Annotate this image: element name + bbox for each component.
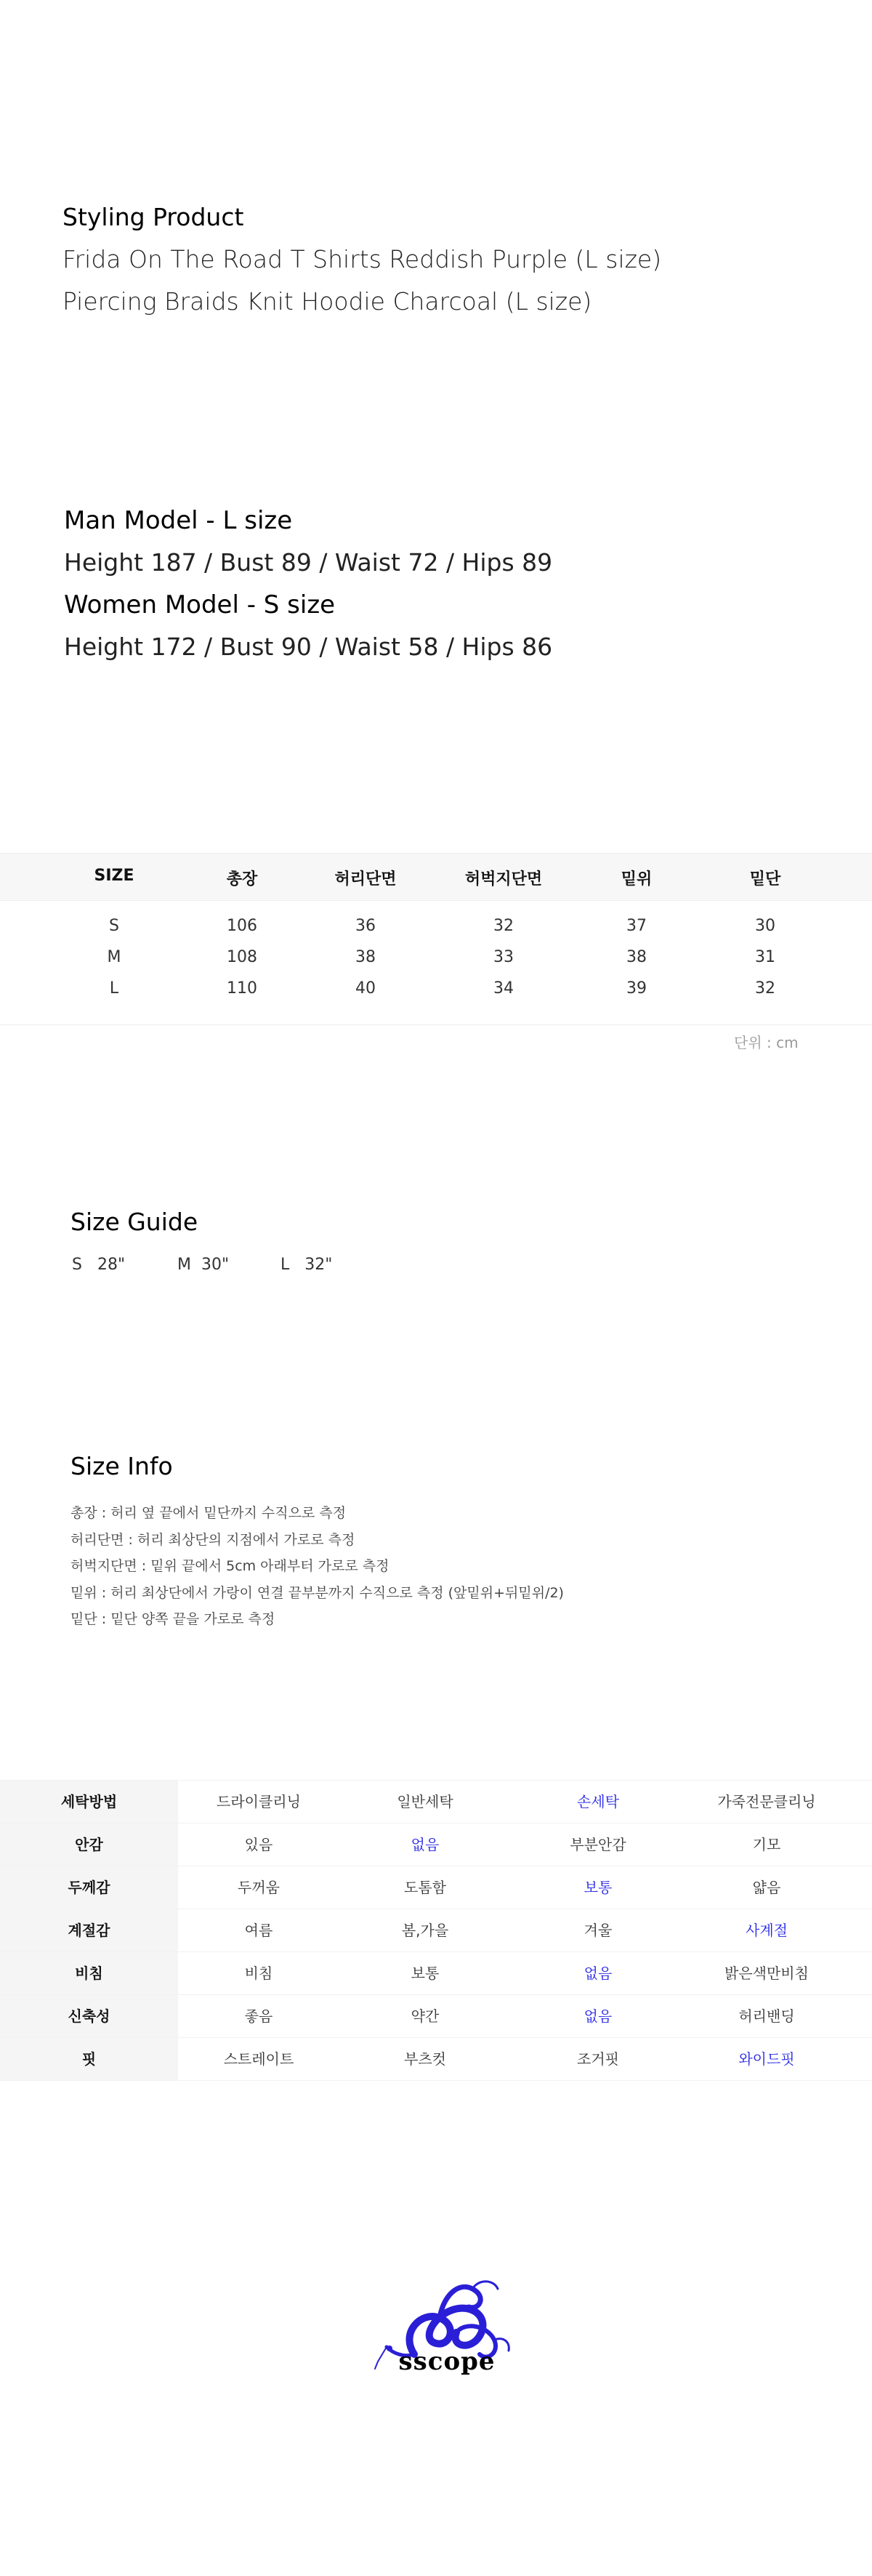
property-option: 얇음 <box>752 1879 781 1896</box>
property-row <box>0 1823 872 1866</box>
size-guide-heading: Size Guide <box>70 1208 198 1236</box>
property-row <box>0 1780 872 1823</box>
property-option: 와이드핏 <box>738 2050 795 2068</box>
size-guide-item: S 28" <box>72 1256 126 1274</box>
property-option: 밝은색만비침 <box>724 1965 809 1982</box>
size-table-cell: 34 <box>493 979 514 998</box>
size-info-line: 총장 : 허리 옆 끝에서 밑단까지 수직으로 측정 <box>70 1505 347 1521</box>
property-option: 기모 <box>752 1836 781 1853</box>
property-category: 신축성 <box>0 1995 178 2037</box>
property-option: 겨울 <box>584 1922 613 1939</box>
property-option: 부분안감 <box>570 1836 626 1853</box>
property-option: 없음 <box>584 2007 613 2025</box>
woman-model-measurements: Height 172 / Bust 90 / Waist 58 / Hips 86 <box>64 633 553 661</box>
property-option: 스트레이트 <box>223 2050 294 2068</box>
property-category: 핏 <box>0 2038 178 2080</box>
size-guide-item: L 32" <box>280 1256 333 1274</box>
size-info-line: 밑단 : 밑단 양쪽 끝을 가로로 측정 <box>70 1611 275 1627</box>
size-table-cell: 32 <box>755 979 775 998</box>
property-option: 드라이클리닝 <box>217 1793 301 1810</box>
property-category: 안감 <box>0 1823 178 1866</box>
property-option: 사계절 <box>746 1922 788 1939</box>
size-table-cell: 39 <box>626 979 647 998</box>
property-option: 조거핏 <box>577 2050 619 2068</box>
property-option: 좋음 <box>244 2007 273 2025</box>
size-table-header-cell: SIZE <box>94 867 134 885</box>
size-info-section <box>70 1449 564 1633</box>
size-table-cell: 30 <box>755 917 775 935</box>
styling-product-item: Piercing Braids Knit Hoodie Charcoal (L size) <box>62 287 592 316</box>
property-option: 두꺼움 <box>238 1879 280 1896</box>
size-table-row <box>0 944 872 973</box>
size-info-line: 밑위 : 허리 최상단에서 가랑이 연결 끝부분까지 수직으로 측정 (앞밑위+뒤밑위/2) <box>70 1584 564 1601</box>
styling-product-item: Frida On The Road T Shirts Reddish Purple (L size) <box>62 245 662 273</box>
product-property-table <box>0 1780 872 2081</box>
property-category: 계절감 <box>0 1909 178 1951</box>
size-table-header-cell: 허리단면 <box>334 870 397 888</box>
size-table-cell: 40 <box>355 979 376 998</box>
size-info-heading: Size Info <box>70 1452 173 1480</box>
size-table-cell: S <box>109 917 119 935</box>
size-table <box>0 853 872 1025</box>
man-model-measurements: Height 187 / Bust 89 / Waist 72 / Hips 89 <box>64 548 553 577</box>
property-category: 세탁방법 <box>0 1781 178 1823</box>
size-table-cell: 106 <box>227 917 257 935</box>
property-row <box>0 1909 872 1952</box>
size-table-header-cell: 총장 <box>226 870 258 888</box>
model-info-section <box>64 499 552 668</box>
property-option: 약간 <box>411 2007 440 2025</box>
size-table-cell: 108 <box>227 948 257 966</box>
unit-note: 단위 : cm <box>734 1034 799 1051</box>
property-option: 허리밴딩 <box>738 2007 795 2025</box>
property-option: 보통 <box>584 1879 613 1896</box>
size-table-header-cell: 밑위 <box>621 870 653 888</box>
size-table-cell: 38 <box>626 948 647 966</box>
property-option: 없음 <box>584 1965 613 1982</box>
man-model-heading: Man Model - L size <box>64 506 293 535</box>
property-row <box>0 2038 872 2081</box>
size-info-line: 허벅지단면 : 밑위 끝에서 5cm 아래부터 가로로 측정 <box>70 1558 389 1574</box>
styling-product-section <box>62 196 661 323</box>
size-guide-list <box>70 1256 333 1285</box>
property-category: 두께감 <box>0 1866 178 1909</box>
brand-logo <box>371 2267 516 2383</box>
property-row <box>0 1952 872 1995</box>
styling-product-heading: Styling Product <box>62 203 244 231</box>
size-table-cell: L <box>109 979 119 998</box>
property-option: 없음 <box>411 1836 440 1853</box>
woman-model-heading: Women Model - S size <box>64 590 336 619</box>
brand-logo-text: sscope <box>398 2347 496 2376</box>
size-table-header <box>0 853 872 901</box>
property-row <box>0 1866 872 1909</box>
size-table-cell: 32 <box>493 917 514 935</box>
size-table-cell: 33 <box>493 948 514 966</box>
size-table-body <box>0 901 872 1025</box>
size-table-cell: M <box>107 948 121 966</box>
size-table-row <box>0 975 872 1004</box>
size-table-cell: 38 <box>355 948 376 966</box>
property-option: 도톰함 <box>404 1879 446 1896</box>
property-option: 부츠컷 <box>404 2050 446 2068</box>
property-option: 비침 <box>244 1965 273 1982</box>
property-option: 손세탁 <box>577 1793 619 1810</box>
size-table-cell: 31 <box>755 948 775 966</box>
size-info-line: 허리단면 : 허리 최상단의 지점에서 가로로 측정 <box>70 1531 355 1548</box>
size-table-header-cell: 밑단 <box>749 870 781 888</box>
property-category: 비침 <box>0 1952 178 1994</box>
size-guide-section <box>70 1205 333 1285</box>
property-option: 가죽전문클리닝 <box>717 1793 816 1810</box>
size-table-row <box>0 912 872 942</box>
property-option: 봄,가을 <box>401 1922 449 1939</box>
size-table-cell: 36 <box>355 917 376 935</box>
size-info-list <box>70 1500 564 1633</box>
property-option: 있음 <box>244 1836 273 1853</box>
size-table-cell: 37 <box>626 917 647 935</box>
property-option: 일반세탁 <box>397 1793 453 1810</box>
size-guide-item: M 30" <box>177 1256 230 1274</box>
size-table-cell: 110 <box>227 979 257 998</box>
property-row <box>0 1995 872 2038</box>
property-option: 여름 <box>244 1922 273 1939</box>
size-table-header-cell: 허벅지단면 <box>464 870 543 888</box>
property-option: 보통 <box>411 1965 440 1982</box>
